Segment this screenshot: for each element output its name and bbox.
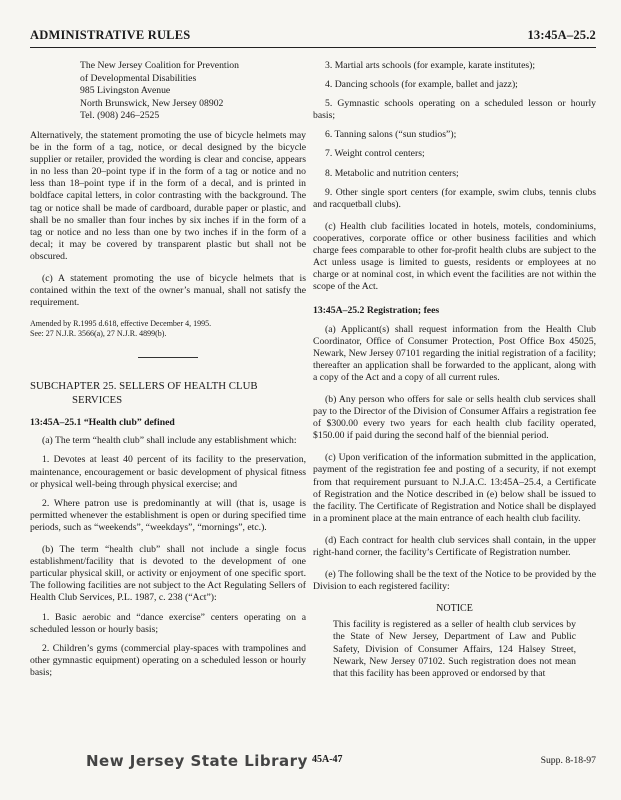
amendment-note <box>30 319 306 339</box>
address-line: North Brunswick, New Jersey 08902 <box>80 97 224 109</box>
section-title-25-2: 13:45A–25.2 Registration; fees <box>313 305 440 317</box>
exempt-item-5: 5. Gymnastic schools operating on a scheduled lesson or hourly basis; <box>313 98 596 122</box>
exempt-item-1: 1. Basic aerobic and “dance exercise” centers operating on a scheduled lesson or hourly basis; <box>30 611 306 635</box>
notice-title: NOTICE <box>436 603 473 615</box>
subchapter-line-1: SUBCHAPTER 25. SELLERS OF HEALTH CLUB <box>30 380 258 393</box>
hotel-facilities-paragraph: (c) Health club facilities located in hotels, motels, condominiums, cooperatives, corporate office or other business facilities and which charge fees comparable to other for-profit health clubs are subject to the Act unless usage is limited to guests, residents or employees at no charge or at nominal cost, in which event the facilities are not within the scope of the Act. <box>313 220 596 293</box>
running-header <box>30 28 596 46</box>
definition-item-2: 2. Where patron use is predominantly at will (that is, usage is permitted whenever the establishment is open or during specified time periods, such as “weekends”, “weekdays”, “mornings”, etc.). <box>30 497 306 533</box>
definition-paragraph-b: (b) The term “health club” shall not include a single focus establishment/facility that is devoted to the development of one particular physical skill, or activity or enjoyment of one specific sport. The following facilities are not subject to the Act Regulating Sellers of Health Club Services, P.L. 1987, c. 238 (“Act”): <box>30 544 306 604</box>
exempt-item-2: 2. Children’s gyms (commercial play-spaces with trampolines and other gymnastic equipment) operating on a scheduled lesson or hourly basis; <box>30 642 306 678</box>
header-rule <box>30 47 596 48</box>
paragraph-c: (c) A statement promoting the use of bicycle helmets that is contained within the text of the owner’s manual, shall not satisfy the requirement. <box>30 273 306 309</box>
header-title: ADMINISTRATIVE RULES <box>30 28 191 42</box>
supplement-date: Supp. 8-18-97 <box>540 755 596 766</box>
header-section-number: 13:45A–25.2 <box>527 28 596 42</box>
registration-paragraph-c: (c) Upon verification of the information submitted in the application, payment of the registration fee and posting of a security, if not exempt from that requirement pursuant to N.J.A.C. 13:45A–25.4, a Certificate of Registration and the Notice described in (e) below shall be issued to the facility. The Certificate of Registration and Notice shall be displayed in a prominent place at the main entrance of each health club facility. <box>313 452 596 524</box>
address-line: The New Jersey Coalition for Prevention <box>80 60 239 71</box>
exempt-item-4: 4. Dancing schools (for example, ballet and jazz); <box>325 79 518 91</box>
page-footer <box>30 752 596 772</box>
exempt-item-9: 9. Other single sport centers (for example, swim clubs, tennis clubs and racquetball clubs). <box>313 186 596 210</box>
registration-paragraph-a: (a) Applicant(s) shall request information from the Health Club Coordinator, Office of Consumer Protection, Post Office Box 45025, Newark, New Jersey 07101 regarding the initial registration of a facility; thereafter an application shall be forwarded to the applicant, along with a copy of the Act and a copy of all current rules. <box>313 323 596 383</box>
page-number: 45A-47 <box>312 754 343 765</box>
amended-line: Amended by R.1995 d.618, effective December 4, 1995. <box>30 319 212 329</box>
address-line: 985 Livingston Avenue <box>80 85 171 97</box>
exempt-item-6: 6. Tanning salons (“sun studios”); <box>325 129 457 141</box>
section-title-25-1: 13:45A–25.1 “Health club” defined <box>30 417 175 429</box>
exempt-item-7: 7. Weight control centers; <box>325 148 425 160</box>
definition-paragraph-a: (a) The term “health club” shall include any establishment which: <box>42 435 297 447</box>
definition-item-1: 1. Devotes at least 40 percent of its facility to the preservation, maintenance, encouragement or basic development of physical fitness or physical well-being through physical exercise; and <box>30 454 306 490</box>
subchapter-line-2: SERVICES <box>72 393 123 406</box>
alternative-paragraph: Alternatively, the statement promoting the use of bicycle helmets may be in the form of a tag, notice, or decal designed by the bicycle supplier or retailer, provided the wording is clear and concise, appears in no less than 20–point type if in the form of a tag or notice and no less than 18–point type if in the form of a decal, and is printed in boldface capital letters, in color contrasting with the background. The tag or notice shall be made of cardboard, durable paper or plastic, and shall be no smaller than four inches by six inches if in the form of a tag or notice and no less than one by two inches if in the form of a decal; it may be covered by transparent plastic but shall not be obscured. <box>30 129 306 262</box>
address-line: of Developmental Disabilities <box>80 72 197 84</box>
see-line: See: 27 N.J.R. 3566(a), 27 N.J.R. 4899(b). <box>30 329 167 339</box>
notice-text: This facility is registered as a seller of health club services by the State of New Jersey, Department of Law and Public Safety, Division of Consumer Affairs, 124 Halsey Street, Newark, New Jersey 07102. Such registration does not mean that this facility has been approved or endorsed by that <box>333 619 576 679</box>
address-line: Tel. (908) 246–2525 <box>80 110 160 122</box>
registration-paragraph-d: (d) Each contract for health club services shall contain, in the upper right-hand corner, the facility’s Certificate of Registration number. <box>313 534 596 558</box>
registration-paragraph-e: (e) The following shall be the text of the Notice to be provided by the Division to each registered facility: <box>313 569 596 593</box>
left-column <box>30 60 306 679</box>
coalition-address <box>80 60 306 123</box>
right-column <box>313 60 596 680</box>
library-watermark: New Jersey State Library <box>86 752 308 770</box>
exempt-item-3: 3. Martial arts schools (for example, karate institutes); <box>325 60 536 71</box>
exempt-item-8: 8. Metabolic and nutrition centers; <box>325 167 459 179</box>
subchapter-heading <box>30 380 306 407</box>
section-divider <box>138 357 198 358</box>
registration-paragraph-b: (b) Any person who offers for sale or sells health club services shall pay to the Director of the Division of Consumer Affairs a registration fee of $300.00 every two years for each health club facility operated, $150.00 if paid during the second half of the biennial period. <box>313 393 596 442</box>
